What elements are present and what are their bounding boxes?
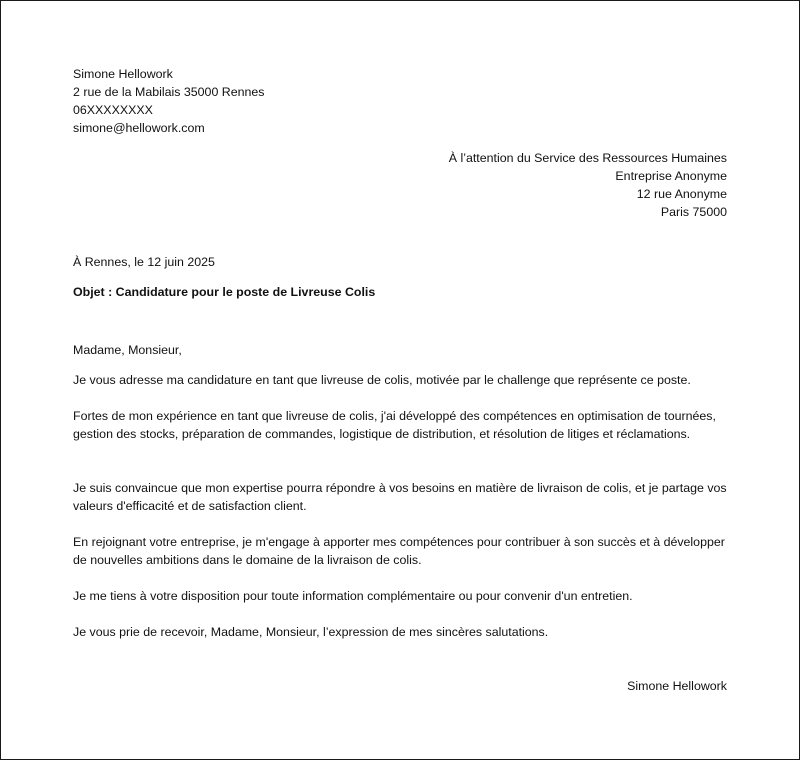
date-line: À Rennes, le 12 juin 2025 bbox=[73, 255, 215, 269]
body-paragraph: Je vous adresse ma candidature en tant que livreuse de colis, motivée par le challenge que représente ce poste. bbox=[73, 373, 691, 387]
sender-phone: 06XXXXXXXX bbox=[73, 103, 153, 117]
recipient-attention: À l’attention du Service des Ressources Humaines bbox=[448, 151, 727, 165]
salutation: Madame, Monsieur, bbox=[73, 343, 182, 357]
signature: Simone Hellowork bbox=[627, 679, 727, 693]
body-paragraph: Fortes de mon expérience en tant que livreuse de colis, j'ai développé des compétences en optimisation de tournées, gestion des stocks, préparation de commandes, logistique de distribution, et résolution de litiges et réclamations. bbox=[73, 409, 716, 441]
recipient-company: Entreprise Anonyme bbox=[615, 169, 727, 183]
body-paragraph: Je suis convaincue que mon expertise pourra répondre à vos besoins en matière de livraison de colis, et je partage vos valeurs d'efficacité et de satisfaction client. bbox=[73, 481, 727, 513]
closing-paragraph: Je vous prie de recevoir, Madame, Monsieur, l’expression de mes sincères salutations. bbox=[73, 625, 549, 639]
sender-email: simone@hellowork.com bbox=[73, 121, 205, 135]
sender-address: 2 rue de la Mabilais 35000 Rennes bbox=[73, 85, 265, 99]
recipient-street: 12 rue Anonyme bbox=[636, 187, 727, 201]
recipient-city: Paris 75000 bbox=[660, 205, 727, 219]
body-paragraph: Je me tiens à votre disposition pour toute information complémentaire ou pour convenir d'un entretien. bbox=[73, 589, 633, 603]
subject-line: Objet : Candidature pour le poste de Livreuse Colis bbox=[73, 285, 376, 299]
sender-name: Simone Hellowork bbox=[73, 67, 173, 81]
body-paragraph: En rejoignant votre entreprise, je m'engage à apporter mes compétences pour contribuer à son succès et à développer de nouvelles ambitions dans le domaine de la livraison de colis. bbox=[73, 535, 725, 567]
